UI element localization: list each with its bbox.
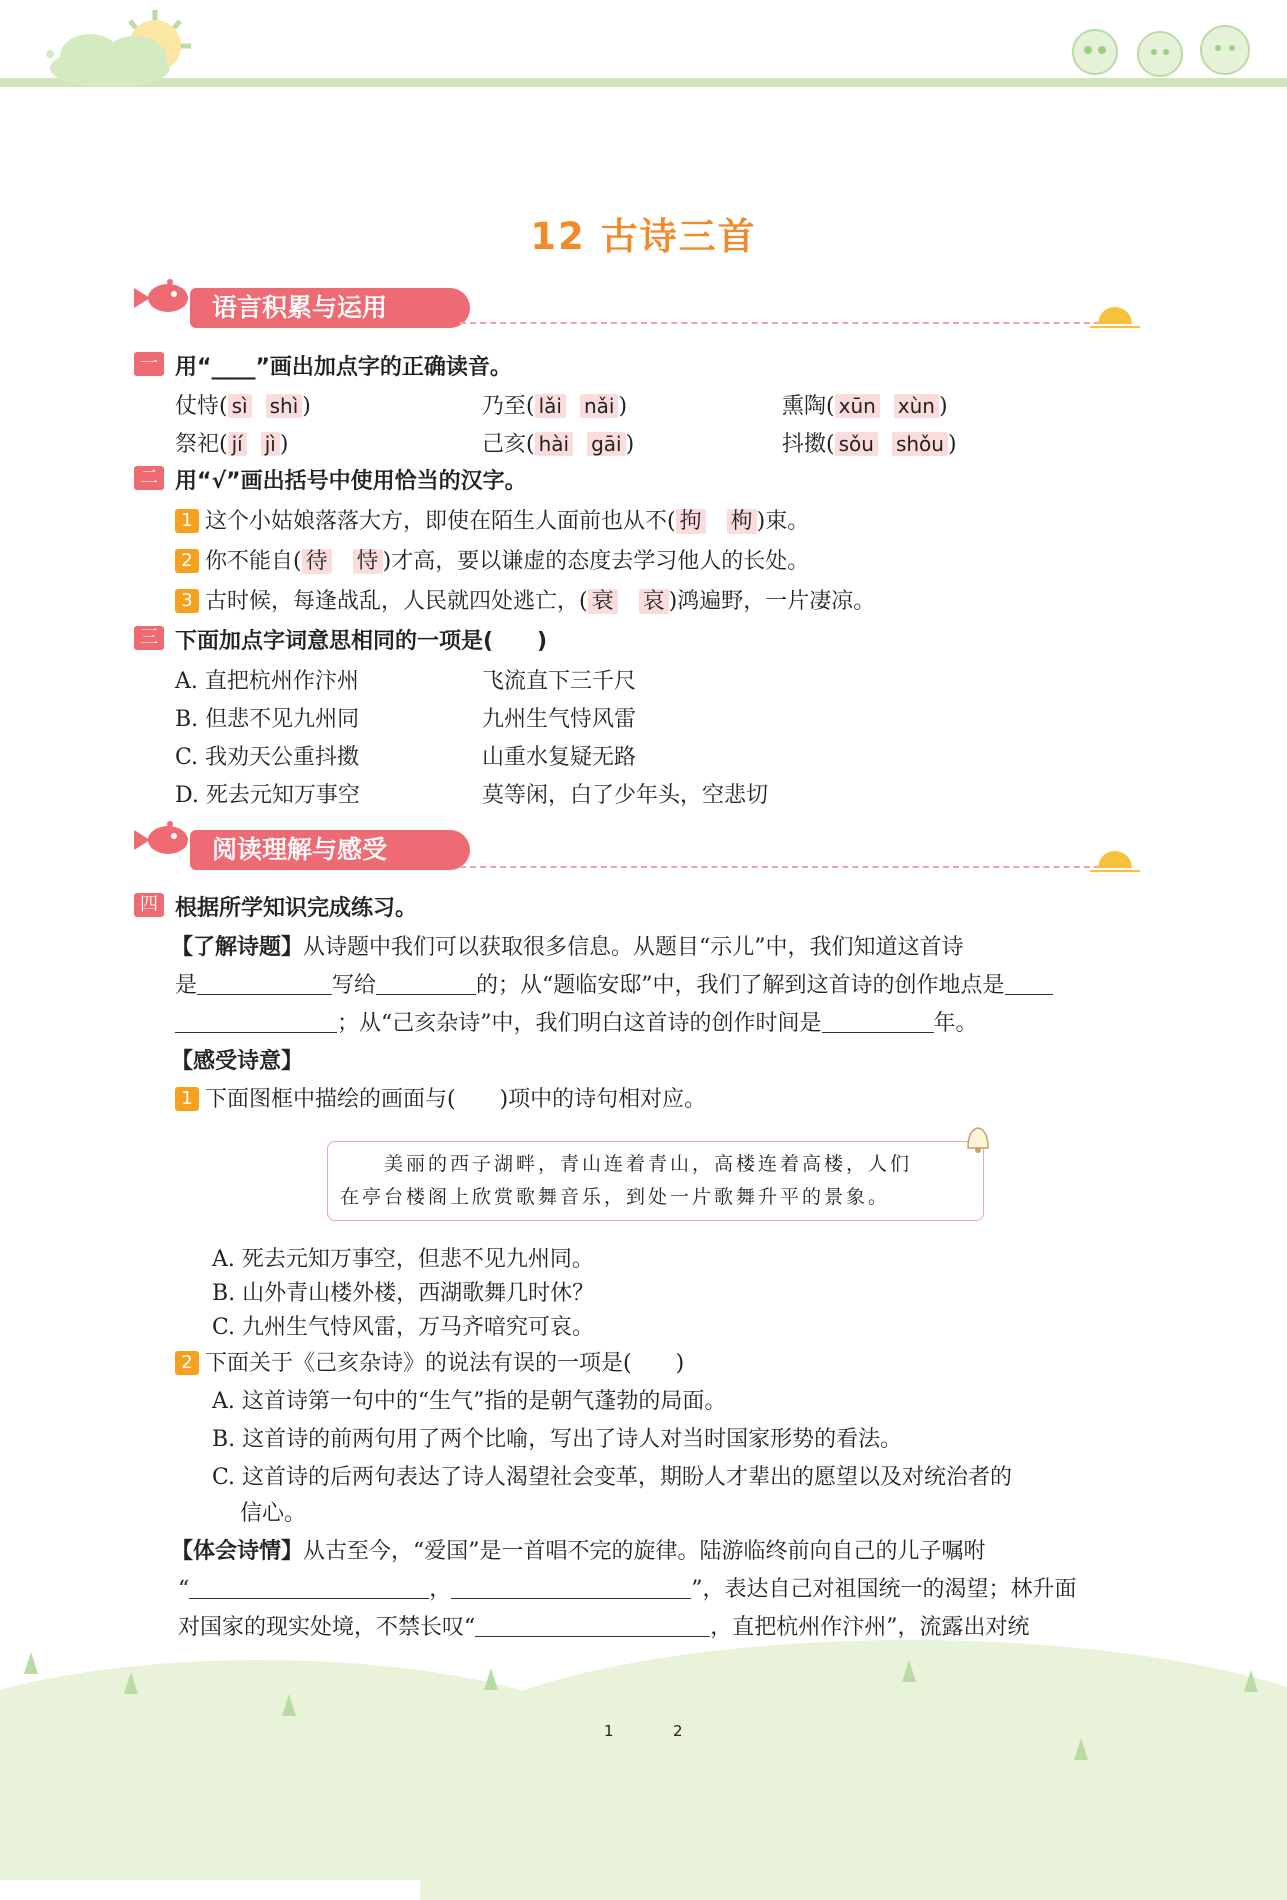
option-left: B. 但悲不见九州同 xyxy=(175,707,360,732)
section-banner-language: 语言积累与运用 xyxy=(190,288,470,328)
tree-icon xyxy=(124,1672,138,1694)
page-number: 2 xyxy=(673,1722,683,1740)
sub-question: 1 下面图框中描绘的画面与( )项中的诗句相对应。 xyxy=(175,1082,706,1113)
chapter-title: 12 古诗三首 xyxy=(530,215,757,258)
section-divider xyxy=(460,866,1130,868)
animal-decoration xyxy=(1060,22,1260,82)
paragraph-line: 是 写给 的；从“题临安邸”中，我们了解到这首诗的创作地点是 xyxy=(175,968,1053,999)
bell-icon xyxy=(960,1120,996,1156)
option-line: C. 这首诗的后两句表达了诗人渴望社会变革，期盼人才辈出的愿望以及对统治者的 xyxy=(212,1465,1013,1490)
option-line: 信心。 xyxy=(240,1501,307,1526)
tree-icon xyxy=(1074,1738,1088,1760)
sun-icon xyxy=(1098,307,1132,324)
choice-sentence: 3 古时候，每逢战乱，人民就四处逃亡，( 衰 哀 )鸿遍野，一片凄凉。 xyxy=(175,584,875,615)
sun-cloud-decoration xyxy=(20,6,200,86)
page-number: 1 xyxy=(604,1722,614,1740)
option-line: C. 九州生气恃风雷，万马齐喑究可哀。 xyxy=(212,1315,595,1340)
tree-icon xyxy=(24,1652,38,1674)
paragraph-line: ；从“己亥杂诗”中，我们明白这首诗的创作时间是 年。 xyxy=(175,1006,978,1037)
section-banner-reading: 阅读理解与感受 xyxy=(190,830,470,870)
choice-sentence: 2 你不能自( 待 恃 )才高，要以谦虚的态度去学习他人的长处。 xyxy=(175,544,809,575)
option-line: A. 死去元知万事空，但悲不见九州同。 xyxy=(212,1247,594,1272)
question-number: 四 xyxy=(134,893,164,917)
option-right: 莫等闲，白了少年头，空悲切 xyxy=(482,783,769,808)
question-text: 用“____”画出加点字的正确读音。 xyxy=(175,355,512,380)
option-left: D. 死去元知万事空 xyxy=(175,783,360,808)
pinyin-item: 乃至( lǎi nǎi ) xyxy=(482,394,628,419)
picture-text-line: 美丽的西子湖畔，青山连着青山，高楼连着高楼，人们 xyxy=(384,1153,913,1175)
option-right: 飞流直下三千尺 xyxy=(482,669,637,694)
paragraph-line: 对国家的现实处境，不禁长叹“ ，直把杭州作汴州”，流露出对统 xyxy=(178,1615,1030,1640)
pinyin-item: 仗恃( sì shì ) xyxy=(175,394,311,419)
sub-question: 2 下面关于《己亥杂诗》的说法有误的一项是( ) xyxy=(175,1346,684,1377)
sun-horizon xyxy=(1090,870,1140,872)
question-text: 下面加点字词意思相同的一项是( ) xyxy=(175,629,548,654)
question-number: 一 xyxy=(134,352,164,376)
tree-icon xyxy=(484,1668,498,1690)
option-line: A. 这首诗第一句中的“生气”指的是朝气蓬勃的局面。 xyxy=(212,1389,727,1414)
pinyin-item: 抖擞( sǒu shǒu ) xyxy=(782,432,957,457)
choice-sentence: 1 这个小姑娘落落大方，即使在陌生人面前也从不( 拘 枸 )束。 xyxy=(175,504,809,535)
whale-icon xyxy=(134,820,190,856)
option-right: 山重水复疑无路 xyxy=(482,745,637,770)
paragraph-line: 【体会诗情】从古至今，“爱国”是一首唱不完的旋律。陆游临终前向自己的儿子嘱咐 xyxy=(171,1539,986,1564)
tree-icon xyxy=(1244,1670,1258,1692)
question-text: 用“√”画出括号中使用恰当的汉字。 xyxy=(175,469,527,494)
paragraph-line: 【了解诗题】从诗题中我们可以获取很多信息。从题目“示儿”中，我们知道这首诗 xyxy=(171,935,964,960)
sun-horizon xyxy=(1090,326,1140,328)
option-left: C. 我劝天公重抖擞 xyxy=(175,745,360,770)
question-number: 三 xyxy=(134,626,164,650)
pinyin-item: 己亥( hài gāi ) xyxy=(482,432,635,457)
subheading: 【感受诗意】 xyxy=(171,1049,304,1074)
option-line: B. 这首诗的前两句用了两个比喻，写出了诗人对当时国家形势的看法。 xyxy=(212,1427,903,1452)
picture-text-line: 在亭台楼阁上欣赏歌舞音乐，到处一片歌舞升平的景象。 xyxy=(340,1186,891,1208)
tree-icon xyxy=(282,1694,296,1716)
pinyin-item: 祭祀( jí jì ) xyxy=(175,432,289,457)
whale-icon xyxy=(134,278,190,314)
tree-icon xyxy=(902,1660,916,1682)
option-right: 九州生气恃风雷 xyxy=(482,707,637,732)
paragraph-line: “ ， ”，表达自己对祖国统一的渴望；林升面 xyxy=(178,1577,1077,1602)
pinyin-item: 熏陶( xūn xùn ) xyxy=(782,394,948,419)
hill-decoration xyxy=(420,1640,1287,1900)
question-number: 二 xyxy=(134,466,164,490)
option-line: B. 山外青山楼外楼，西湖歌舞几时休？ xyxy=(212,1281,595,1306)
question-text: 根据所学知识完成练习。 xyxy=(175,896,418,921)
sun-icon xyxy=(1098,851,1132,868)
option-left: A. 直把杭州作汴州 xyxy=(175,669,359,694)
picture-description-box xyxy=(327,1141,984,1221)
section-divider xyxy=(460,322,1130,324)
